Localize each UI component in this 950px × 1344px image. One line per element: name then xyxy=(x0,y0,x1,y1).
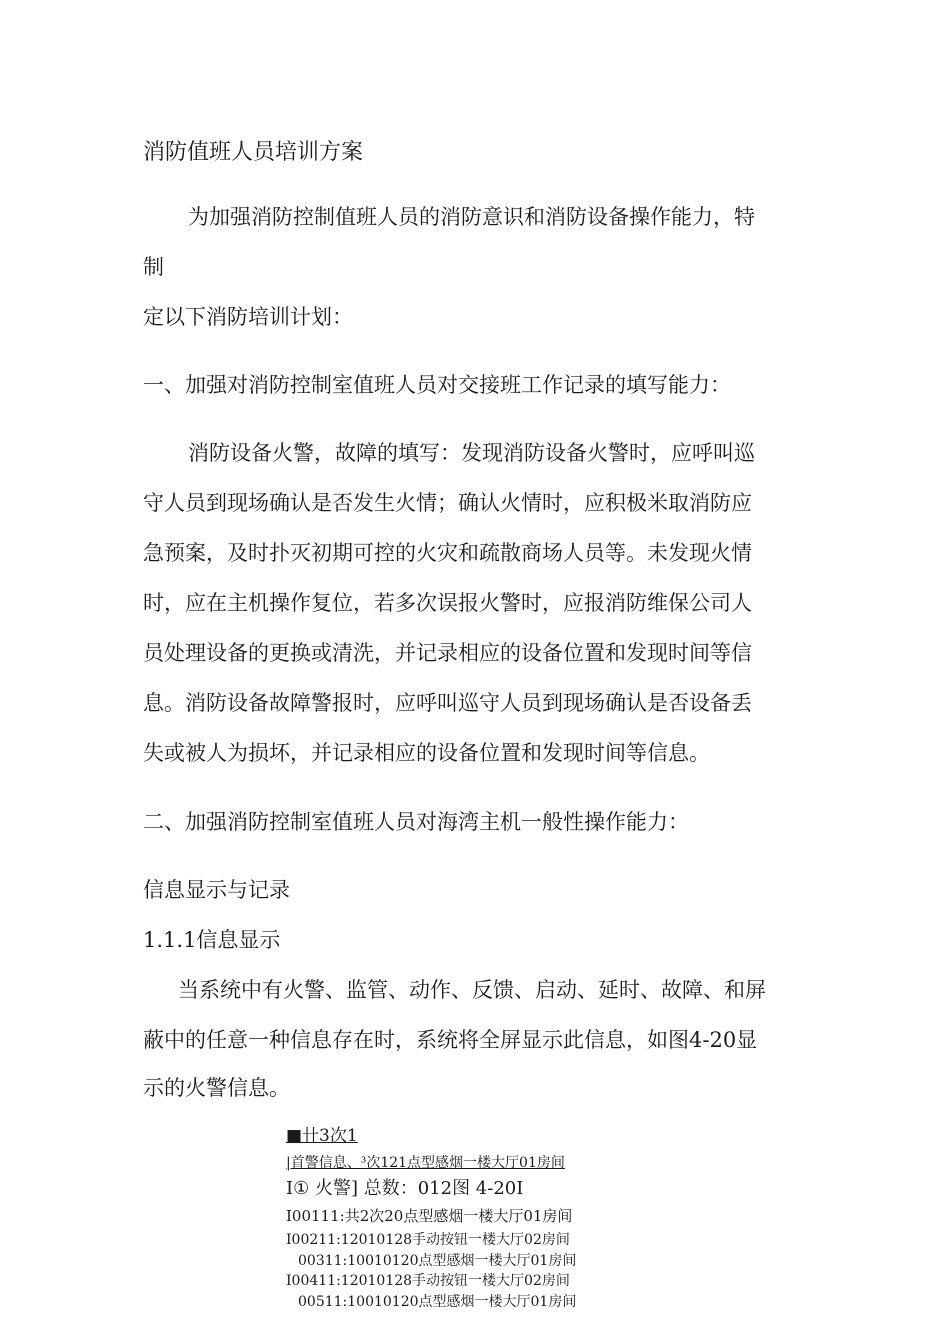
figure-alarm-row-1: I00111:共2次20点型感烟一楼大厅01房间 xyxy=(286,1207,573,1225)
intro-line-1: 为加强消防控制值班人员的消防意识和消防设备操作能力，特 xyxy=(188,205,755,229)
section1-heading: 一、加强对消防控制室值班人员对交接班工作记录的填写能力： xyxy=(143,373,731,397)
section2-subheading: 信息显示与记录 xyxy=(143,878,290,902)
figure-alarm-row-2: I00211:12010128手动按钮一楼大厅02房间 xyxy=(286,1232,570,1248)
section1-paragraph-line-4: 时，应在主机操作复位，若多次误报火警时，应报消防维保公司人 xyxy=(143,591,752,615)
figure-alarm-row-5: 00511:10010120点型感烟一楼大厅01房间 xyxy=(298,1294,577,1310)
section2-paragraph-line-3: 示的火警信息。 xyxy=(143,1076,290,1100)
section2-subsubheading: 1.1.1信息显示 xyxy=(143,928,281,952)
intro-line-2: 制 xyxy=(143,255,164,279)
section2-paragraph-line-2: 蔽中的任意一种信息存在时，系统将全屏显示此信息，如图4-20显 xyxy=(143,1028,758,1052)
section1-paragraph-line-2: 守人员到现场确认是否发生火情；确认火情时，应积极米取消防应 xyxy=(143,491,752,515)
section1-paragraph-line-5: 员处理设备的更换或清洗，并记录相应的设备位置和发现时间等信 xyxy=(143,641,752,665)
section1-paragraph-line-1: 消防设备火警，故障的填写：发现消防设备火警时，应呼叫巡 xyxy=(188,441,755,465)
intro-line-3: 定以下消防培训计划： xyxy=(143,305,353,329)
section2-heading: 二、加强消防控制室值班人员对海湾主机一般性操作能力： xyxy=(143,810,689,834)
section1-paragraph-line-7: 失或被人为损坏，并记录相应的设备位置和发现时间等信息。 xyxy=(143,741,710,765)
section1-paragraph-line-6: 息。消防设备故障警报时，应呼叫巡守人员到现场确认是否设备丢 xyxy=(143,691,752,715)
document-title: 消防值班人员培训方案 xyxy=(143,140,364,165)
section1-paragraph-line-3: 急预案，及时扑灭初期可控的火灾和疏散商场人员等。未发现火情 xyxy=(143,541,752,565)
figure-alarm-total: I① 火警] 总数：012图 4-20I xyxy=(286,1178,524,1199)
section2-paragraph-line-1: 当系统中有火警、监管、动作、反馈、启动、延时、故障、和屏 xyxy=(178,978,766,1002)
figure-first-alarm-info: |首警信息、³次121点型感烟一楼大厅01房间 xyxy=(286,1155,565,1171)
figure-alarm-row-3: 00311:10010120点型感烟一楼大厅01房间 xyxy=(298,1253,577,1269)
figure-alarm-row-4: I00411:12010128手动按钮一楼大厅02房间 xyxy=(286,1273,570,1289)
figure-header: ■卄3次1 xyxy=(286,1126,358,1146)
